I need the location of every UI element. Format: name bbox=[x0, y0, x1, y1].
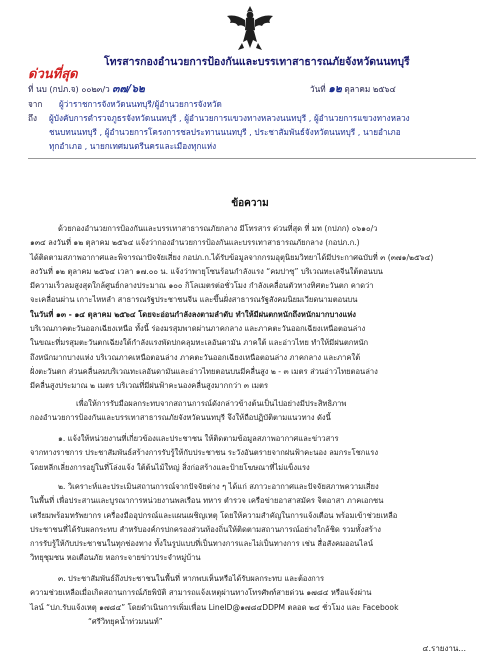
p4-line: เตรียมพร้อมทรัพยากร เครื่องมืออุปกรณ์และแผนเผชิญเหตุ โดยให้ความสำคัญในการแจ้งเตือน พร้อมเข้าช่วยเหลือ bbox=[30, 510, 398, 520]
date-day: ๑๒ bbox=[328, 83, 342, 95]
p1-line: ได้ติดตามสภาพอากาศและพิจารณาปัจจัยเสี่ยง กอปภ.ก.ได้รับข้อมูลจากกรมอุตุนิยมวิทยาได้มีประกาศฉบับที่ ๓ (๓๗๑/๒๕๖๔) bbox=[30, 252, 434, 262]
doc-number bbox=[28, 80, 145, 97]
from-label: จาก bbox=[28, 99, 43, 109]
p1-line: ฝั่งตะวันตก ส่วนคลื่นลมบริเวณทะเลอันดามันและอ่าวไทยตอนบนมีคลื่นสูง ๒ - ๓ เมตร ส่วนอ่าวไทยตอนล่าง bbox=[30, 366, 378, 376]
paragraph-1 bbox=[30, 222, 474, 394]
p2-line: กองอำนวยการป้องกันและบรรเทาสาธารณภัยจังหวัดนนทบุรี จึงให้ถือปฏิบัติตามแนวทาง ดังนี้ bbox=[30, 413, 331, 423]
p1-line: มีคลื่นสูงประมาณ ๒ เมตร บริเวณที่มีฝนฟ้าคะนองคลื่นสูงมากกว่า ๓ เมตร bbox=[30, 381, 269, 391]
to-line-1: ผู้บังคับการตำรวจภูธรจังหวัดนนทบุรี , ผู้อำนวยการแขวงทางหลวงนนทบุรี , ผู้อำนวยการแขวงทางหลวง bbox=[49, 113, 410, 123]
p1-line: ด้วยกองอำนวยการป้องกันและบรรเทาสาธารณภัยกลาง มีโทรสาร ด่วนที่สุด ที่ มท (กปภก) ๐๖๑๐/ว bbox=[58, 224, 378, 233]
doc-number-label: ที่ นบ (กปภ.จ) ๐๐๒๓/ว bbox=[28, 84, 110, 94]
p5-line: ๓. ประชาสัมพันธ์ถึงประชาชนในพื้นที่ หากพบเห็นหรือได้รับผลกระทบ และต้องการ bbox=[58, 574, 325, 583]
header-divider bbox=[28, 158, 476, 159]
p1-line: ๑๓๔ ลงวันที่ ๑๒ ตุลาคม ๒๕๖๔ แจ้งว่ากองอำนวยการป้องกันและบรรเทาสาธารณภัยกลาง (กอปภ.ก.) bbox=[30, 238, 360, 248]
p1-bold-line: ในวันที่ ๑๓ - ๑๔ ตุลาคม ๒๕๖๔ โดยจะอ่อนกำลังลงตามลำดับ ทำให้มีฝนตกหนักถึงหนักมากบางแห่ง bbox=[30, 309, 356, 319]
to-line-3: ทุกอำเภอ , นายกเทศมนตรีนครและเมืองทุกแห่ง bbox=[49, 141, 217, 151]
p1-line: มีความเร็วลมสูงสุดใกล้ศูนย์กลางประมาณ ๑๐๐ กิโลเมตรต่อชั่วโมง กำลังเคลื่อนตัวทางทิศตะวันตก คาดว่า bbox=[30, 281, 374, 291]
p4-line: การรับรู้ให้กับประชาชนในทุกช่องทาง ทั้งในรูปแบบที่เป็นทางการและไม่เป็นทางการ เช่น สื่อสังคมออนไลน์ bbox=[30, 539, 374, 549]
paragraph-4 bbox=[30, 480, 474, 566]
date-label: วันที่ bbox=[310, 84, 326, 94]
doc-date bbox=[310, 80, 396, 97]
p4-line: ประชาชนที่ได้รับผลกระทบ สำหรับองค์กรปกครองส่วนท้องถิ่นให้ติดตามสถานการณ์อย่างใกล้ชิด รวมทั้งสร้าง bbox=[30, 524, 381, 534]
p3-line: ๑. แจ้งให้หน่วยงานที่เกี่ยวข้องและประชาชน ให้ติดตามข้อมูลสภาพอากาศและข่าวสาร bbox=[58, 434, 339, 443]
from-line bbox=[28, 98, 222, 111]
p1-line: จะเคลื่อนผ่าน เกาะไหหลำ สาธารณรัฐประชาชนจีน และขึ้นฝั่งสาธารณรัฐสังคมนิยมเวียดนามตอนบน bbox=[30, 295, 358, 305]
p4-line: ในพื้นที่ เพื่อประสานและบูรณาการหน่วยงานพลเรือน ทหาร ตำรวจ เครือข่ายอาสาสมัคร จิตอาสา ภาคเอกชน bbox=[30, 496, 384, 506]
p5-line: ไลน์ “ปภ.รับแจ้งเหตุ ๑๗๘๔” โดยดำเนินการเพิ่มเพื่อน LineID@๑๗๘๔DDPM ตลอด ๒๔ ชั่วโมง และ Facebook bbox=[30, 602, 399, 612]
p5-line: “ศรีวิทยุคน้ำท่วมนนท์” bbox=[88, 616, 163, 626]
p5-line: ความช่วยเหลือเมื่อเกิดสถานการณ์ภัยพิบัติ สามารถแจ้งเหตุผ่านทางโทรศัพท์สายด่วน ๑๗๘๔ หรือแจ้งผ่าน bbox=[30, 588, 372, 598]
date-rest: ตุลาคม ๒๕๖๔ bbox=[344, 84, 396, 94]
section-title: ข้อความ bbox=[231, 198, 269, 209]
p3-line: โดยหลีกเลี่ยงการอยู่ในที่โล่งแจ้ง ใต้ต้นไม้ใหญ่ สิ่งก่อสร้างและป้ายโฆษณาที่ไม่แข็งแรง bbox=[30, 462, 310, 472]
from-value: ผู้ว่าราชการจังหวัดนนทบุรี/ผู้อำนวยการจังหวัด bbox=[58, 99, 222, 109]
document-title: โทรสารกองอำนวยการป้องกันและบรรเทาสาธารณภัยจังหวัดนนทบุรี bbox=[104, 56, 410, 68]
paragraph-2 bbox=[30, 397, 474, 426]
p1-line: ลงวันที่ ๑๒ ตุลาคม ๒๕๖๔ เวลา ๑๗.๐๐ น. แจ้งว่าพายุโซนร้อนกำลังแรง “คมปาซุ” บริเวณทะเลจีนใต้ตอนบน bbox=[30, 266, 383, 276]
p1-line: ถึงหนักมากบางแห่ง บริเวณภาคเหนือตอนล่าง ภาคตะวันออกเฉียงเหนือตอนล่าง ภาคกลาง และภาคใต้ bbox=[30, 352, 361, 362]
p1-line: ในขณะที่มรสุมตะวันตกเฉียงใต้กำลังแรงพัดปกคลุมทะเลอันดามัน ภาคใต้ และอ่าวไทย ทำให้มีฝนตกหนัก bbox=[30, 338, 369, 348]
p4-line: วิทยุชุมชน หอเตือนภัย หอกระจายข่าวประจำหมู่บ้าน bbox=[30, 553, 201, 563]
continued-marker: ๔.รายงาน... bbox=[422, 644, 466, 653]
p1-line: บริเวณภาคตะวันออกเฉียงเหนือ ทั้งนี้ ร่องมรสุมพาดผ่านภาคกลาง และภาคตะวันออกเฉียงเหนือตอนล่าง bbox=[30, 324, 366, 334]
garuda-emblem-icon bbox=[224, 4, 276, 52]
doc-number-value: ๓๗/๖๒ bbox=[112, 83, 145, 95]
to-line-2: ชนบทนนทบุรี , ผู้อำนวยการโครงการชลประทานนนทบุรี , ประชาสัมพันธ์จังหวัดนนทบุรี , นายอำเภอ bbox=[49, 127, 401, 137]
p4-line: ๒. วิเคราะห์และประเมินสถานการณ์จากปัจจัยต่าง ๆ ได้แก่ สภาวะอากาศและปัจจัยสภาพความเสี่ยง bbox=[58, 482, 379, 491]
paragraph-3 bbox=[30, 432, 474, 475]
p3-line: จากทางราชการ ประชาสัมพันธ์สร้างการรับรู้ให้กับประชาชน ระวังอันตรายจากฝนฟ้าคะนอง ลมกระโชกแรง bbox=[30, 448, 379, 458]
paragraph-5 bbox=[30, 572, 474, 629]
p2-line: เพื่อให้การรับมือผลกระทบจากสถานการณ์ดังกล่าวข้างต้นเป็นไปอย่างมีประสิทธิภาพ bbox=[76, 399, 347, 408]
urgency-badge: ด่วนที่สุด bbox=[28, 67, 78, 82]
to-label: ถึง bbox=[28, 113, 37, 123]
